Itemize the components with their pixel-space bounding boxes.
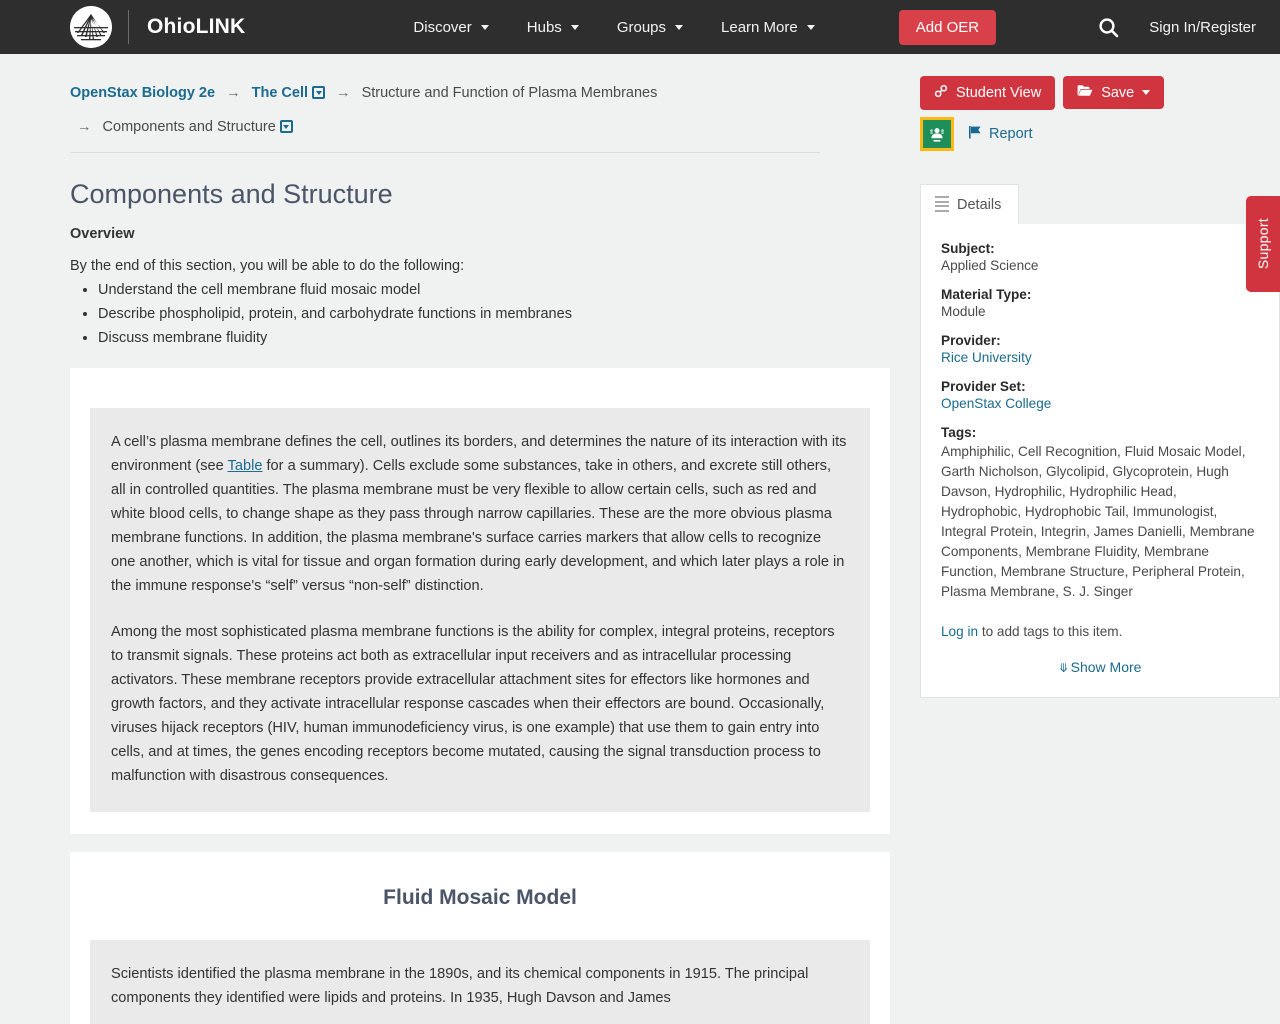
paragraph-1 — [111, 430, 849, 598]
provider-set-link[interactable]: OpenStax College — [941, 396, 1052, 411]
flag-icon — [968, 125, 982, 143]
list-item: • Understand the cell membrane fluid mosaic model — [98, 278, 890, 302]
support-tab-label: Support — [1255, 218, 1271, 270]
detail-value: Applied Science — [941, 258, 1039, 273]
table-link[interactable]: Table — [227, 458, 263, 474]
save-label: Save — [1101, 84, 1135, 101]
detail-label: Provider Set: — [941, 379, 1026, 394]
tab-details[interactable] — [920, 184, 1019, 224]
overview-section — [70, 226, 890, 350]
list-item: • Discuss membrane fluidity — [98, 326, 890, 350]
sign-in-register-link[interactable]: Sign In/Register — [1149, 18, 1256, 36]
chevron-down-icon — [571, 25, 579, 30]
detail-label: Material Type: — [941, 287, 1032, 302]
paragraph-2: Among the most sophisticated plasma membrane functions is the ability for complex, integral proteins, receptors to transmit signals. These proteins act both as extracellular input receivers and as intracellular processing activators. These membrane receptors provide extracellular attachment sites for effectors like hormones and growth factors, and they activate intracellular response cascades when their effectors are bound. Occasionally, viruses hijack receptors (HIV, human immunodeficiency virus, is one example) that use them to gain entry into cells, and at times, the genes encoding receptors become mutated, causing the signal transduction process to malfunction with disastrous consequences. — [111, 624, 835, 784]
breadcrumb — [70, 76, 820, 153]
main-column — [70, 76, 890, 1024]
content-block — [90, 408, 870, 812]
details-tab-bar — [920, 184, 1280, 224]
detail-value: Module — [941, 304, 986, 319]
ohiolink-logo-icon — [70, 6, 112, 48]
nav-item-learn-more[interactable] — [721, 19, 815, 36]
page-body — [0, 54, 1280, 1024]
content-block — [90, 940, 870, 1024]
caret-down-icon — [1142, 90, 1150, 95]
show-more-button[interactable] — [941, 659, 1259, 675]
link-chain-icon — [934, 84, 948, 102]
breadcrumb-item-the-cell[interactable]: The Cell — [251, 85, 309, 101]
nav-item-groups[interactable] — [617, 19, 683, 36]
student-view-label: Student View — [956, 85, 1042, 101]
sidebar-column — [920, 76, 1280, 1024]
tab-details-label: Details — [957, 197, 1002, 213]
details-panel — [920, 224, 1280, 698]
page-title: Components and Structure — [70, 179, 393, 209]
add-oer-button[interactable]: Add OER — [899, 10, 996, 45]
chevron-down-icon — [807, 25, 815, 30]
detail-label: Provider: — [941, 333, 1001, 348]
detail-field-provider — [941, 333, 1259, 365]
tags-label: Tags: — [941, 425, 977, 440]
brand-divider — [128, 10, 129, 44]
sidebar-action-buttons — [920, 76, 1280, 110]
provider-link[interactable]: Rice University — [941, 350, 1032, 365]
chevron-down-icon — [481, 25, 489, 30]
breadcrumb-dropdown-icon[interactable] — [312, 86, 325, 99]
save-button[interactable] — [1063, 76, 1164, 109]
list-icon — [935, 196, 949, 214]
report-label: Report — [989, 126, 1033, 142]
list-item: • Describe phospholipid, protein, and carbohydrate functions in membranes — [98, 302, 890, 326]
detail-field-tags — [941, 425, 1259, 602]
nav-item-learn-more-label: Learn More — [721, 18, 798, 36]
nav-item-discover-label: Discover — [413, 18, 472, 36]
detail-field-subject — [941, 241, 1259, 273]
login-prompt — [941, 624, 1259, 639]
login-prompt-rest: to add tags to this item. — [978, 624, 1123, 639]
support-tab[interactable] — [1246, 196, 1280, 292]
nav-item-hubs-label: Hubs — [526, 18, 562, 36]
nav-item-hubs[interactable] — [527, 19, 579, 36]
content-card-fluid-mosaic-model — [70, 852, 890, 1024]
detail-field-provider-set — [941, 379, 1259, 411]
folder-open-icon — [1077, 84, 1093, 101]
brand-home-link[interactable] — [70, 6, 245, 48]
search-icon[interactable] — [1098, 17, 1119, 38]
show-more-label: Show More — [1070, 659, 1142, 675]
nav-right-group — [1098, 17, 1256, 38]
breadcrumb-separator: → — [336, 85, 351, 101]
breadcrumb-dropdown-icon[interactable] — [280, 120, 293, 133]
overview-intro: By the end of this section, you will be able to do the following: — [70, 258, 465, 274]
breadcrumb-separator: → — [77, 119, 92, 135]
nav-item-discover[interactable] — [413, 19, 488, 36]
nav-links — [413, 10, 996, 45]
detail-label: Subject: — [941, 241, 995, 256]
paragraph-1-part-b: for a summary). Cells exclude some substances, take in others, and excrete still others, all in controlled quantities. The plasma membrane must be very flexible to allow certain cells, such as red and white blood cells, to change shape as they pass through narrow capillaries. These are the more obvious plasma membrane functions. In addition, the plasma membrane's surface carries markers that allow cells to recognize one another, which is vital for tissue and organ formation during early development, and which later plays a role in the immune response's “self” versus “non-self” distinction. — [111, 458, 845, 594]
breadcrumb-item-openstax-biology[interactable]: OpenStax Biology 2e — [70, 85, 216, 101]
breadcrumb-item-components-structure: Components and Structure — [102, 119, 276, 135]
content-card-intro — [70, 368, 890, 834]
objectives-list — [70, 278, 890, 350]
chevron-down-icon: ⤋ — [1058, 661, 1069, 675]
brand-name: OhioLINK — [147, 15, 246, 38]
detail-field-material-type — [941, 287, 1259, 319]
tags-value: Amphiphilic, Cell Recognition, Fluid Mosaic Model, Garth Nicholson, Glycolipid, Glycoprotein, Hugh Davson, Hydrophilic, Hydrophilic Head, Hydrophobic, Hydrophobic Tail, Immunologist, Integral Protein, Integrin, James Danielli, Membrane Components, Membrane Fluidity, Membrane Function, Membrane Structure, Peripheral Protein, Plasma Membrane, S. J. Singer — [941, 444, 1255, 599]
report-link[interactable] — [968, 125, 1033, 143]
breadcrumb-separator: → — [226, 85, 241, 101]
overview-heading: Overview — [70, 226, 135, 242]
log-in-link[interactable]: Log in — [941, 624, 979, 639]
google-classroom-icon[interactable] — [920, 117, 954, 151]
student-view-button[interactable] — [920, 76, 1055, 110]
breadcrumb-item-structure-function: Structure and Function of Plasma Membranes — [361, 85, 658, 101]
nav-item-groups-label: Groups — [616, 18, 667, 36]
paragraph-1-part-a: A cell’s plasma membrane defines the cell, outlines its borders, and determines the nature of its interaction with its environment (see — [111, 434, 847, 474]
sidebar-secondary-actions — [920, 117, 1280, 151]
paragraph-3: Scientists identified the plasma membrane in the 1890s, and its chemical components in 1915. The principal components they identified were lipids and proteins. In 1935, Hugh Davson and James — [111, 966, 809, 1006]
section-heading-fluid-mosaic-model: Fluid Mosaic Model — [383, 886, 577, 909]
top-navbar — [0, 0, 1280, 54]
chevron-down-icon — [675, 25, 683, 30]
